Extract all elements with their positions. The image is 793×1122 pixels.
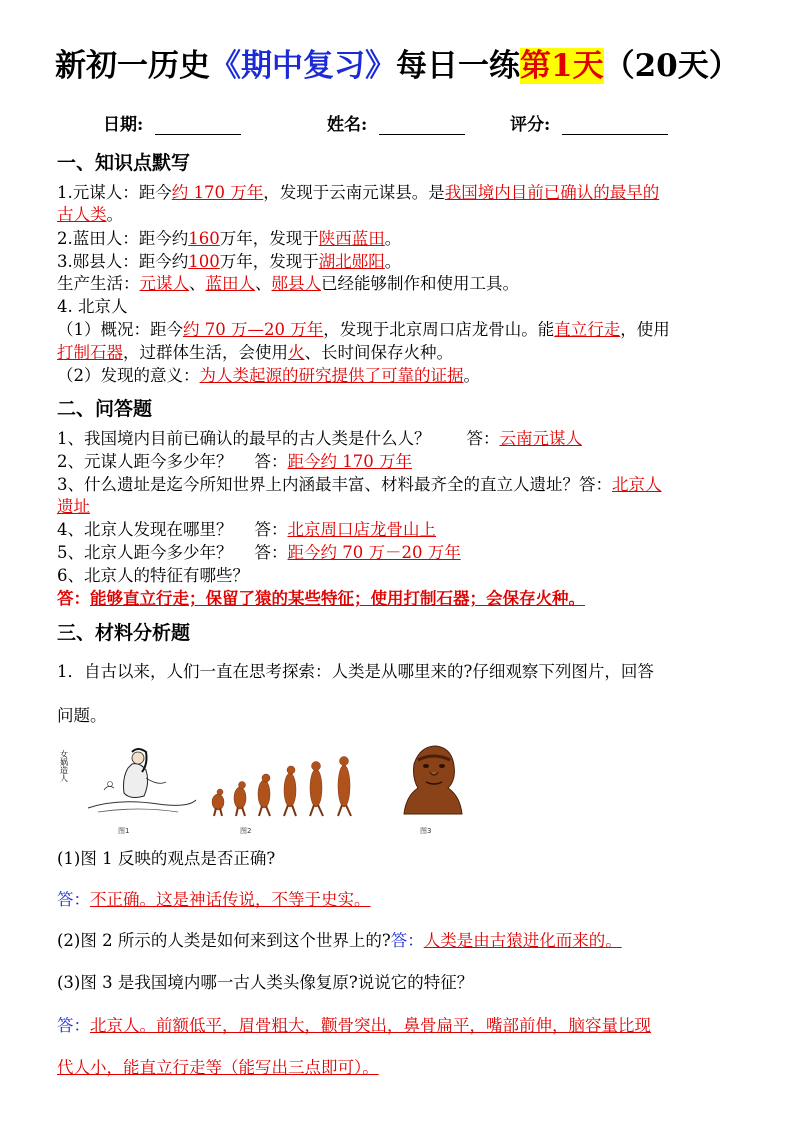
figure-3-peking-man-bust: [390, 738, 472, 820]
qa-4: [57, 519, 436, 541]
s3-prompt-1: 1．自古以来，人们一直在思考探索：人类是从哪里来的?仔细观察下列图片，回答: [57, 662, 654, 681]
text: 、: [255, 274, 272, 293]
text: ，使用: [620, 320, 670, 339]
title-daily: 每日一练: [396, 48, 520, 84]
figure-row: [58, 738, 478, 838]
answer: 直立行走: [554, 320, 621, 339]
answer: 为人类起源的研究提供了可靠的证据: [199, 366, 464, 385]
answer: 元谋人: [139, 274, 189, 293]
answer-label: 答：: [57, 890, 90, 909]
answer: 古人类: [57, 205, 107, 224]
answer-label: 答：: [254, 520, 288, 539]
s1-line-7: [57, 319, 670, 341]
name-field: [327, 110, 465, 135]
s3-question-2: [57, 930, 622, 952]
section-2-heading: 二、问答题: [57, 398, 153, 420]
name-blank[interactable]: [379, 116, 465, 135]
s3-prompt-2: 问题。: [57, 706, 107, 725]
qa-2: [57, 451, 412, 473]
s1-line-8: [57, 342, 453, 364]
answer: 云南元谋人: [499, 429, 582, 448]
figure-1-nuwa-image: [58, 738, 198, 818]
text: 万年，发现于: [219, 229, 319, 248]
section-1-heading: 一、知识点默写: [57, 152, 191, 174]
text: 。: [384, 252, 402, 271]
text: ，发现于北京周口店龙骨山。能: [323, 320, 555, 339]
text: 、: [189, 274, 206, 293]
answer: 北京人: [612, 475, 662, 494]
answer: 距今约 170 万年: [287, 452, 412, 471]
text: 、长时间保存火种。: [304, 343, 453, 362]
title-prefix: 新初一历史: [55, 48, 210, 84]
s3-answer-1: [57, 889, 371, 911]
text: ，发现于云南元谋县。是: [263, 183, 445, 202]
s1-line-6: 4. 北京人: [57, 297, 128, 316]
figure-1-inscription: 女娲造人: [59, 750, 69, 782]
answer: 火: [288, 343, 305, 362]
s3-question-3: (3)图 3 是我国境内哪一古人类头像复原?说说它的特征？: [57, 973, 474, 992]
text: 已经能够制作和使用工具。: [321, 274, 519, 293]
s1-line-5: [57, 273, 519, 295]
answer: 遗址: [57, 497, 90, 516]
answer: 约 170 万年: [171, 183, 264, 202]
qa-1: [57, 428, 582, 450]
qa-3: [57, 474, 662, 496]
page-title: [55, 40, 740, 85]
answer-label: 答：: [254, 452, 288, 471]
answer: 北京人。前额低平，眉骨粗大，颧骨突出，鼻骨扁平，嘴部前伸，脑容量比现: [90, 1016, 651, 1035]
text: 3.郧县人：距今约: [57, 252, 189, 271]
s3-answer-3-cont: [57, 1057, 379, 1079]
answer-label: 答：: [466, 429, 500, 448]
text: 万年，发现于: [219, 252, 319, 271]
qa-5: [57, 542, 461, 564]
text: 。: [463, 366, 480, 385]
answer: 陕西蓝田: [318, 229, 385, 248]
s1-line-2: [57, 204, 123, 226]
answer: 湖北郧阳: [318, 252, 385, 271]
text: 。: [106, 205, 123, 224]
text: 生产生活：: [57, 274, 140, 293]
answer: 郧县人: [271, 274, 321, 293]
answer: 代人小，能直立行走等（能写出三点即可）。: [57, 1058, 379, 1077]
question: 1、我国境内目前已确认的最早的古人类是什么人？: [57, 429, 431, 448]
s3-question-1: (1)图 1 反映的观点是否正确?: [57, 849, 276, 868]
figure-2-evolution-image: [198, 740, 370, 820]
answer-label: 答：: [390, 931, 424, 950]
text: （1）概况：距今: [57, 320, 183, 339]
question: 5、北京人距今多少年？: [57, 543, 233, 562]
s1-line-1: [57, 182, 659, 204]
answer: 不正确。这是神话传说，不等于史实。: [90, 890, 371, 909]
qa-6: 6、北京人的特征有哪些？: [57, 566, 249, 585]
answer-label: 答：: [57, 589, 90, 608]
question: 4、北京人发现在哪里？: [57, 520, 233, 539]
answer: 160: [188, 229, 220, 248]
answer-label: 答：: [254, 543, 288, 562]
answer: 我国境内目前已确认的最早的: [444, 183, 660, 202]
answer: 距今约 70 万－20 万年: [287, 543, 461, 562]
text: 1.元谋人：距今: [57, 183, 172, 202]
s1-line-3: [57, 228, 401, 250]
answer: 打制石器: [57, 343, 123, 362]
answer: 能够直立行走；保留了猿的某些特征；使用打制石器；会保存火种。: [90, 589, 585, 608]
text: 。: [384, 229, 402, 248]
figure-2-caption: 图2: [240, 827, 252, 835]
qa-6-answer: [57, 588, 585, 610]
title-total-days: （20天）: [603, 48, 740, 84]
name-label: 姓名:: [327, 115, 368, 135]
title-day-badge: 第1天: [520, 48, 604, 84]
text: ，过群体生活，会使用: [123, 343, 288, 362]
question: (2)图 2 所示的人类是如何来到这个世界上的?: [57, 931, 391, 950]
section-3-heading: 三、材料分析题: [57, 622, 191, 644]
s1-line-9: [57, 365, 480, 387]
figure-3-caption: 图3: [420, 827, 432, 835]
question: 2、元谋人距今多少年？: [57, 452, 233, 471]
s3-answer-3: [57, 1015, 651, 1037]
score-label: 评分:: [510, 115, 551, 135]
qa-3-cont: [57, 496, 90, 518]
answer: 约 70 万—20 万年: [183, 320, 324, 339]
question: 3、什么遗址是迄今所知世界上内涵最丰富、材料最齐全的直立人遗址？答：: [57, 475, 612, 494]
date-field: [103, 110, 241, 135]
answer: 蓝田人: [205, 274, 255, 293]
date-blank[interactable]: [155, 116, 241, 135]
figure-1-caption: 图1: [118, 827, 130, 835]
date-label: 日期:: [103, 115, 144, 135]
answer: 北京周口店龙骨山上: [287, 520, 436, 539]
s1-line-4: [57, 251, 401, 273]
answer-label: 答：: [57, 1016, 90, 1035]
answer: 人类是由古猿进化而来的。: [423, 931, 622, 950]
text: （2）发现的意义：: [57, 366, 200, 385]
text: 2.蓝田人：距今约: [57, 229, 189, 248]
answer: 100: [188, 252, 220, 271]
score-blank[interactable]: [562, 116, 668, 135]
score-field: [510, 110, 668, 135]
title-review: 《期中复习》: [210, 48, 396, 84]
